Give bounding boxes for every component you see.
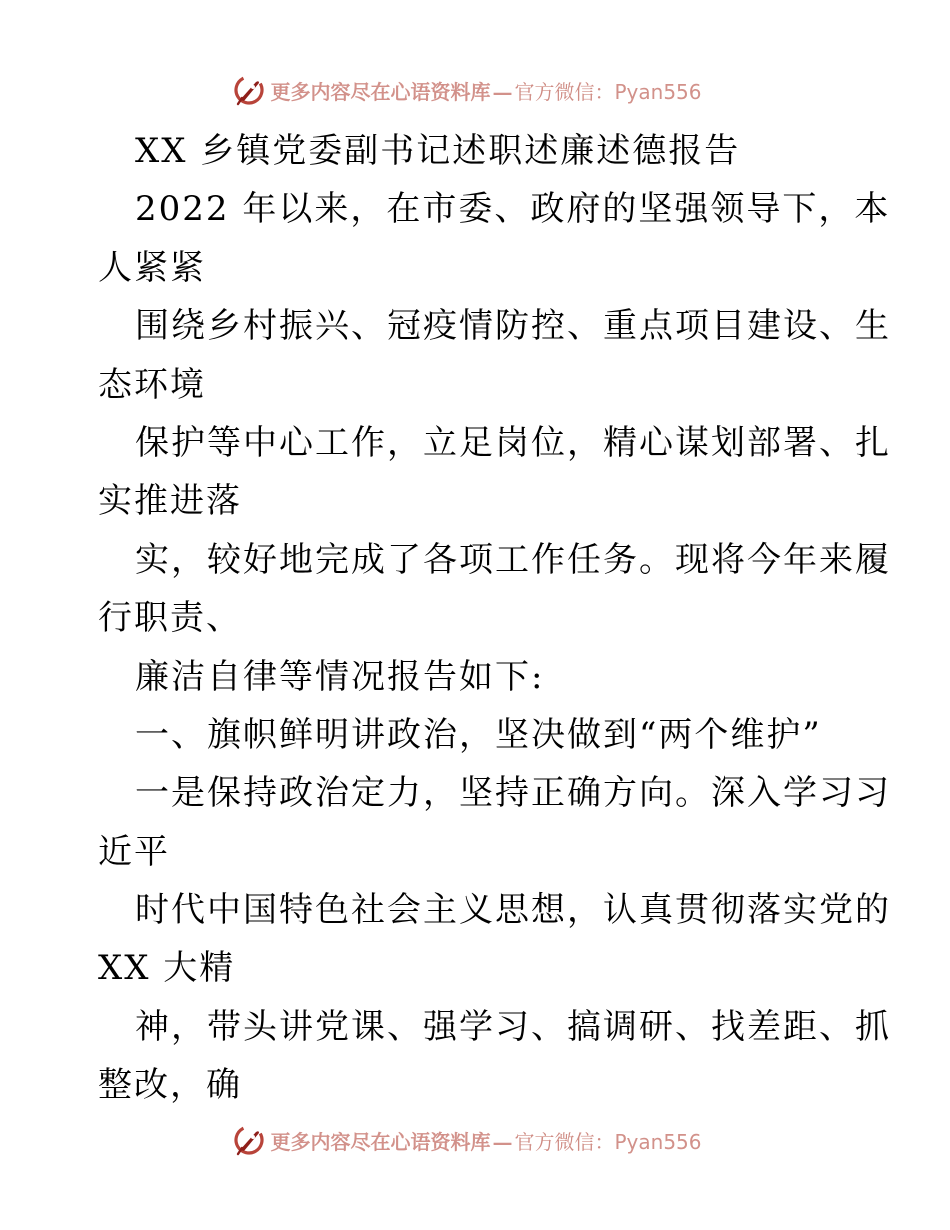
paragraph-line: 实，较好地完成了各项工作任务。现将今年来履 [135,539,891,580]
paragraph-line: 行职责、 [98,598,242,639]
footer-banner-text [270,1126,701,1155]
header-banner-content [232,73,701,107]
footer-wechat-label: 官方微信： [514,1129,615,1154]
paragraph-line: 整改，确 [98,1065,242,1106]
paragraph-line: 保护等中心工作，立足岗位，精心谋划部署、扎 [135,422,891,463]
document-body [98,122,891,1115]
quill-circle-logo-icon [232,73,266,107]
footer-banner-content [232,1123,701,1157]
quill-circle-logo-icon [232,1123,266,1157]
footer-dash: — [492,1129,513,1154]
section-heading: 一、旗帜鲜明讲政治，坚决做到“两个维护” [135,714,822,755]
paragraph-line: 实推进落 [98,481,242,522]
paragraph-line: 态环境 [98,364,206,405]
document-title: XX 乡镇党委副书记述职述廉述德报告 [135,131,741,171]
paragraph-line: 2022 年以来，在市委、政府的坚强领导下，本 [135,189,891,230]
paragraph-line: 神，带头讲党课、强学习、搞调研、找差距、抓 [135,1006,891,1047]
paragraph-line: 围绕乡村振兴、冠疫情防控、重点项目建设、生 [135,306,891,347]
paragraph-line: 近平 [98,831,170,872]
paragraph-line: XX 大精 [98,948,236,989]
header-banner-text [270,76,701,105]
header-dash: — [492,79,513,104]
header-site-text: 更多内容尽在心语资料库 [270,79,491,104]
paragraph-line: 时代中国特色社会主义思想，认真贯彻落实党的 [135,890,891,931]
footer-banner [0,1120,950,1160]
header-wechat-label: 官方微信： [514,79,615,104]
footer-site-text: 更多内容尽在心语资料库 [270,1129,491,1154]
header-wechat-id: Pyan556 [614,79,702,104]
paragraph-line: 一是保持政治定力，坚持正确方向。深入学习习 [135,773,891,814]
paragraph-line: 人紧紧 [98,247,206,288]
footer-wechat-id: Pyan556 [614,1129,702,1154]
header-banner [0,70,950,110]
paragraph-line: 廉洁自律等情况报告如下: [135,656,545,697]
